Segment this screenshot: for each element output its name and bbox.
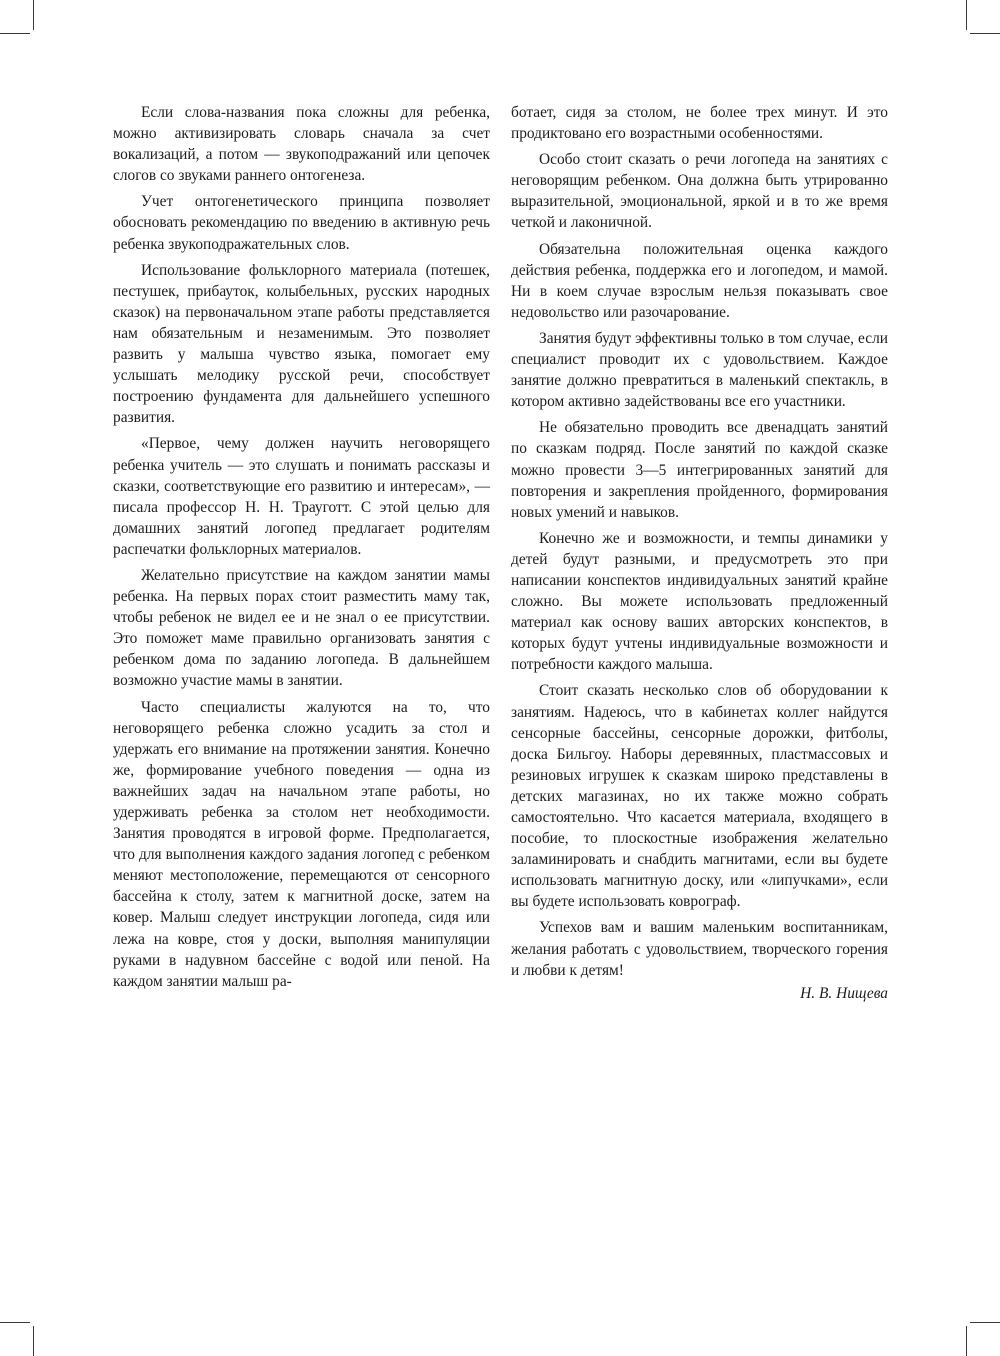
author-signature: Н. В. Нищева — [800, 984, 888, 1002]
paragraph: Особо стоит сказать о речи логопеда на занятиях с неговорящим ребенком. Она должна быть утрированно выразительной, эмоциональной, яркой и в то же время четкой и лаконичной. — [511, 151, 888, 232]
paragraph: Если слова-названия пока сложны для ребенка, можно активизировать словарь сначала за счет вокализаций, а потом — звукоподражаний или цепочек слогов со звуками раннего онтогенеза. — [113, 104, 490, 185]
paragraph: Часто специалисты жалуются на то, что неговорящего ребенка сложно усадить за стол и удержать его внимание на протяжении занятия. Конечно же, формирование учебного поведения — одна из важнейших задач на начальном этапе работы, но удерживать ребенка за столом нет необходимости. Занятия проводятся в игровой форме. Предполагается, что для выполнения каждого задания логопед с ребенком меняют местоположение, перемещаются от сенсорного бассейна к столу, затем к магнитной доске, затем на ковер. Малыш следует инструкции логопеда, сидя или лежа на ковре, стоя у доски, выполняя манипуляции руками в надувном бассейне с водой или пеной. На каждом занятии малыш ра- — [113, 698, 490, 990]
crop-mark-top-left-vertical — [33, 0, 34, 30]
paragraph-continuation: ботает, сидя за столом, не более трех минут. И это продиктовано его возрастными особенностями. — [511, 104, 888, 143]
paragraph: Успехов вам и вашим маленьким воспитанникам, желания работать с удовольствием, творческого горения и любви к детям! — [511, 919, 888, 979]
paragraph: «Первое, чему должен научить неговорящего ребенка учитель — это слушать и понимать рассказы и сказки, соответствующие его развитию и интересам», — писала профессор Н. Н. Трауготт. С этой целью для домашних занятий логопед предлагает родителям распечатки фольклорных материалов. — [113, 435, 490, 558]
crop-mark-top-right-horizontal — [970, 33, 1000, 34]
paragraph: Не обязательно проводить все двенадцать занятий по сказкам подряд. После занятий по каждой сказке можно провести 3—5 интегрированных занятий для повторения и закрепления пройденного, формирования новых умений и навыков. — [511, 419, 888, 521]
paragraph: Стоит сказать несколько слов об оборудовании к занятиям. Надеюсь, что в кабинетах коллег найдутся сенсорные бассейны, сенсорные дорожки, фитболы, доска Бильгоу. Наборы деревянных, пластмассовых и резиновых игрушек к сказкам широко представлены в детских магазинах, но их также можно собрать самостоятельно. Что касается материала, входящего в пособие, то плоскостные изображения желательно заламинировать и снабдить магнитами, если вы будете использовать магнитную доску, или «липучками», если вы будете использовать коврограф. — [511, 682, 888, 911]
paragraph: Обязательна положительная оценка каждого действия ребенка, поддержка его и логопедом, и мамой. Ни в коем случае взрослым нельзя показывать свое недовольство или разочарование. — [511, 240, 888, 321]
paragraph: Занятия будут эффективны только в том случае, если специалист проводит их с удовольствием. Каждое занятие должно превратиться в маленький спектакль, в котором активно задействованы все его участники. — [511, 329, 888, 411]
crop-mark-bottom-left-vertical — [33, 1326, 34, 1356]
paragraph: Учет онтогенетического принципа позволяет обосновать рекомендацию по введению в активную речь ребенка звукоподражательных слов. — [113, 193, 490, 253]
crop-mark-bottom-left-horizontal — [0, 1322, 30, 1323]
crop-mark-bottom-right-vertical — [966, 1326, 967, 1356]
paragraph: Конечно же и возможности, и темпы динамики у детей будут разными, и предусмотреть это при написании конспектов индивидуальных занятий крайне сложно. Вы можете использовать предложенный материал как основу ваших авторских конспектов, в которых будут учтены индивидуальные возможности и потребности каждого малыша. — [511, 529, 888, 674]
left-text-column — [113, 102, 490, 992]
right-text-column — [511, 102, 888, 1004]
paragraph: Желательно присутствие на каждом занятии мамы ребенка. На первых порах стоит разместить маму так, чтобы ребенок не видел ее и не знал о ее присутствии. Это поможет маме правильно организовать занятия с ребенком дома по заданию логопеда. В дальнейшем возможно участие мамы в занятии. — [113, 566, 490, 690]
crop-mark-top-right-vertical — [966, 0, 967, 30]
crop-mark-bottom-right-horizontal — [970, 1322, 1000, 1323]
crop-mark-top-left-horizontal — [0, 33, 30, 34]
paragraph: Использование фольклорного материала (потешек, пестушек, прибауток, колыбельных, русских народных сказок) на первоначальном этапе работы представляется нам обязательным и незаменимым. Это позволяет развить у малыша чувство языка, помогает ему услышать мелодику русской речи, способствует построению фундамента для дальнейшего успешного развития. — [113, 261, 490, 427]
